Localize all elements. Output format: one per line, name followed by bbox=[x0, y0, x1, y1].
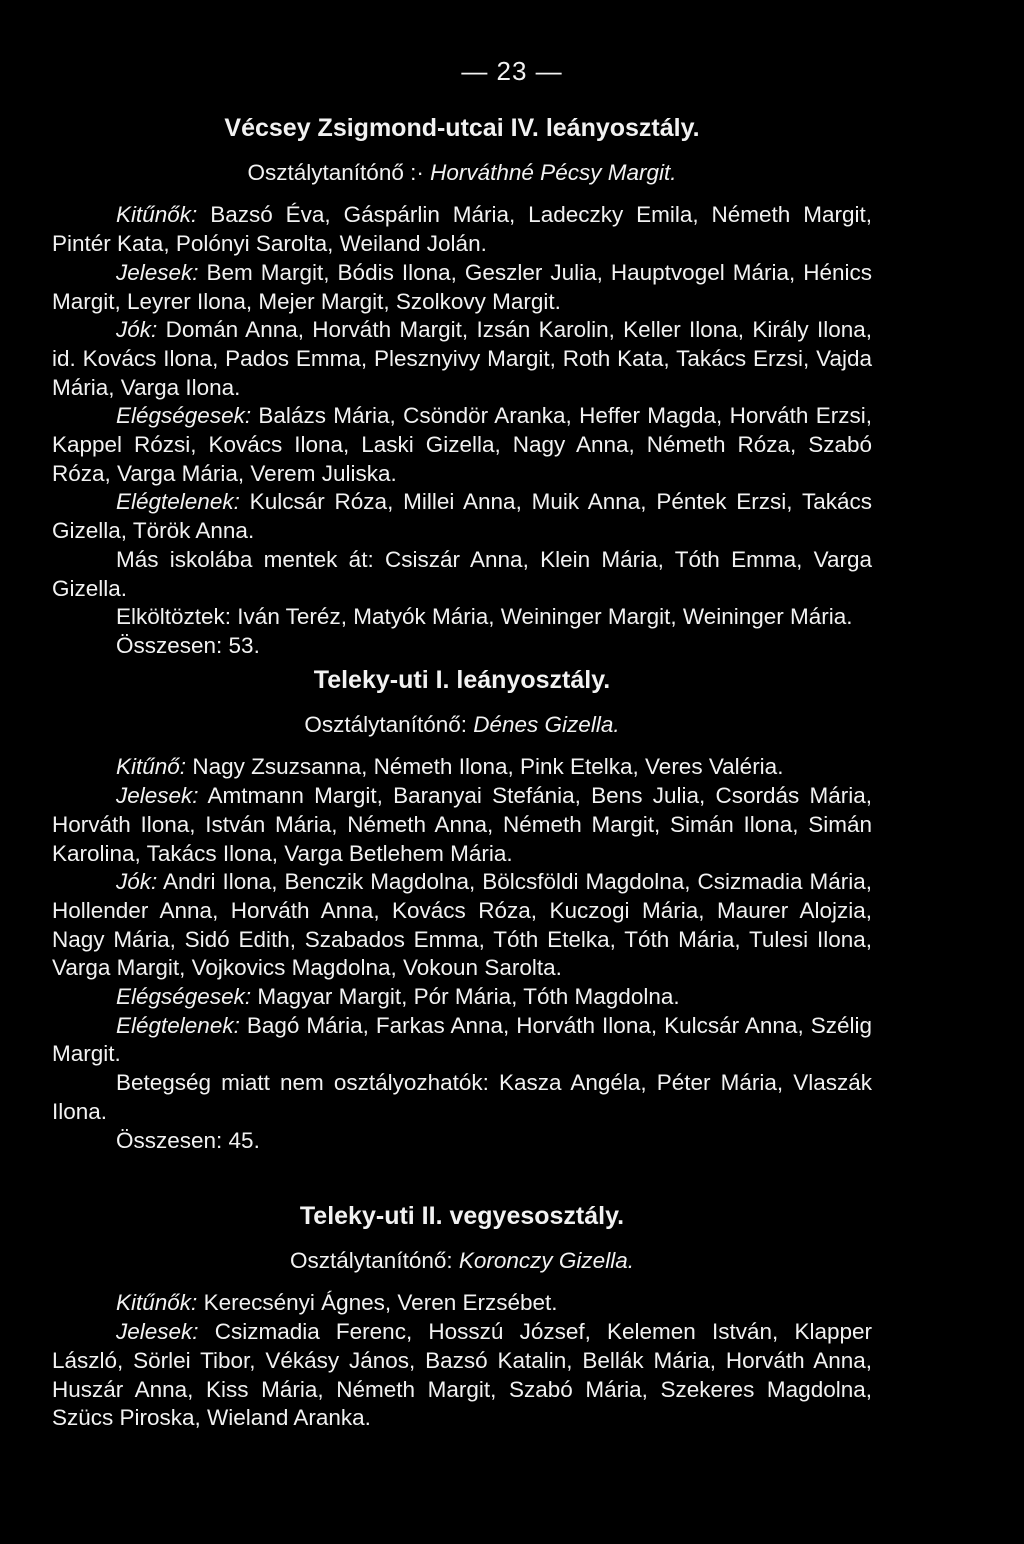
class-section-teleky-i bbox=[52, 666, 872, 1155]
transfer-paragraph bbox=[52, 546, 872, 603]
section-title: Teleky-uti I. leányosztály. bbox=[313, 666, 611, 694]
grade-names: Összesen: 45. bbox=[116, 1127, 260, 1153]
grade-names: Csizmadia Ferenc, Hosszú József, Kelemen István, Klapper László, Sörlei Tibor, Vékásy János, Bazsó Katalin, Bellák Mária, Horváth Anna, Huszár Anna, Kiss Mária, Németh Margit, Szabó Mária, Szekeres Magdolna, Szücs Piroska, Wieland Aranka. bbox=[52, 1319, 872, 1431]
teacher-name: Dénes Gizella. bbox=[473, 711, 620, 737]
grade-names: Amtmann Margit, Baranyai Stefánia, Bens Julia, Csordás Mária, Horváth Ilona, István Mária, Németh Anna, Németh Margit, Simán Ilona, Simán Karolina, Takács Ilona, Varga Betlehem Mária. bbox=[52, 783, 872, 866]
grade-label: Elégtelenek: bbox=[116, 489, 240, 515]
grade-names: Bem Margit, Bódis Ilona, Geszler Julia, Hauptvogel Mária, Hénics Margit, Leyrer Ilona, Mejer Margit, Szolkovy Margit. bbox=[52, 259, 872, 314]
grade-names: Bagó Mária, Farkas Anna, Horváth Ilona, Kulcsár Anna, Szélig Margit. bbox=[52, 1012, 872, 1067]
class-section-vecsey-iv bbox=[52, 114, 872, 661]
grade-names: Kerecsényi Ágnes, Veren Erzsébet. bbox=[197, 1290, 558, 1316]
grade-label: Jók: bbox=[116, 869, 158, 895]
grade-paragraph bbox=[52, 1318, 872, 1433]
grade-paragraph bbox=[52, 983, 872, 1012]
grade-names: Bazsó Éva, Gáspárlin Mária, Ladeczky Emila, Németh Margit, Pintér Kata, Polónyi Sarolta, Weiland Jolán. bbox=[52, 202, 872, 257]
grade-names: Betegség miatt nem osztályozhatók: Kasza Angéla, Péter Mária, Vlaszák Ilona. bbox=[52, 1070, 872, 1124]
grade-label: Kitűnők: bbox=[116, 1290, 198, 1316]
ungraded-paragraph bbox=[52, 1069, 872, 1126]
grade-names: Nagy Zsuzsanna, Németh Ilona, Pink Etelka, Veres Valéria. bbox=[186, 754, 784, 780]
grade-label: Elégtelenek: bbox=[116, 1012, 240, 1038]
grade-paragraph bbox=[52, 1289, 872, 1318]
grade-label: Jelesek: bbox=[116, 1319, 199, 1345]
grade-names: Összesen: 53. bbox=[116, 632, 260, 658]
grade-label: Elégségesek: bbox=[116, 403, 252, 429]
grade-names: Balázs Mária, Csöndör Aranka, Heffer Magda, Horváth Erzsi, Kappel Rózsi, Kovács Ilona, Laski Gizella, Nagy Anna, Németh Róza, Szabó Róza, Varga Mária, Verem Juliska. bbox=[52, 403, 872, 486]
teacher-label: Osztálytanítónő: bbox=[290, 1247, 453, 1273]
grade-label: Kitűnő: bbox=[116, 754, 187, 780]
total-line bbox=[52, 1127, 872, 1156]
grade-names: Elköltöztek: Iván Teréz, Matyók Mária, Weininger Margit, Weininger Mária. bbox=[116, 604, 853, 630]
grade-paragraph bbox=[52, 753, 872, 782]
class-section-teleky-ii bbox=[52, 1202, 872, 1433]
class-teacher-line bbox=[52, 711, 872, 740]
grade-paragraph bbox=[52, 259, 872, 316]
grade-paragraph bbox=[52, 488, 872, 545]
teacher-label: Osztálytanítónő :· bbox=[247, 159, 424, 185]
page-number: — 23 — bbox=[461, 56, 563, 86]
total-line bbox=[52, 632, 872, 661]
class-teacher-line bbox=[52, 159, 872, 188]
moved-paragraph bbox=[52, 603, 872, 632]
grade-names: Kulcsár Róza, Millei Anna, Muik Anna, Péntek Erzsi, Takács Gizella, Török Anna. bbox=[52, 489, 872, 544]
grade-names: Más iskolába mentek át: Csiszár Anna, Klein Mária, Tóth Emma, Varga Gizella. bbox=[52, 546, 872, 601]
grade-label: Kitűnők: bbox=[116, 202, 198, 228]
grade-names: Domán Anna, Horváth Margit, Izsán Karolin, Keller Ilona, Király Ilona, id. Kovács Ilona, Pados Emma, Plesznyivy Margit, Roth Kata, Takács Erzsi, Vajda Mária, Varga Ilona. bbox=[52, 317, 872, 400]
grade-paragraph bbox=[52, 316, 872, 402]
teacher-name: Horváthné Pécsy Margit. bbox=[430, 159, 677, 185]
grade-names: Magyar Margit, Pór Mária, Tóth Magdolna. bbox=[251, 984, 680, 1010]
grade-label: Jelesek: bbox=[116, 783, 199, 809]
grade-names: Andri Ilona, Benczik Magdolna, Bölcsföldi Magdolna, Csizmadia Mária, Hollender Anna, Horváth Anna, Kovács Róza, Kuczogi Mária, Maurer Alojzia, Nagy Mária, Sidó Edith, Szabados Emma, Tóth Etelka, Tóth Mária, Tulesi Ilona, Varga Margit, Vojkovics Magdolna, Vokoun Sarolta. bbox=[52, 869, 872, 981]
grade-paragraph bbox=[52, 868, 872, 983]
grade-paragraph bbox=[52, 782, 872, 868]
section-title: Teleky-uti II. vegyesosztály. bbox=[299, 1202, 625, 1230]
grade-paragraph bbox=[52, 1012, 872, 1069]
grade-paragraph bbox=[52, 402, 872, 488]
teacher-label: Osztálytanítónő: bbox=[304, 711, 467, 737]
class-teacher-line bbox=[52, 1247, 872, 1276]
section-title: Vécsey Zsigmond-utcai IV. leányosztály. bbox=[224, 114, 700, 142]
grade-label: Jók: bbox=[116, 317, 158, 343]
grade-label: Jelesek: bbox=[116, 259, 199, 285]
grade-label: Elégségesek: bbox=[116, 984, 252, 1010]
teacher-name: Koronczy Gizella. bbox=[458, 1247, 634, 1273]
grade-paragraph bbox=[52, 201, 872, 258]
